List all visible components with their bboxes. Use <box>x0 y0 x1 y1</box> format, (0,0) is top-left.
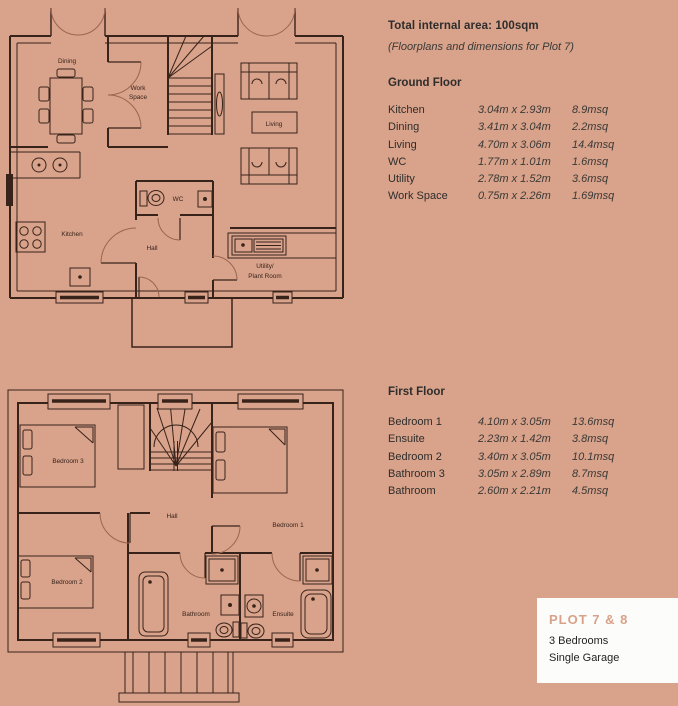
window <box>56 292 103 303</box>
toilet <box>241 623 264 638</box>
ground-floor-heading: Ground Floor <box>388 77 462 89</box>
window <box>272 633 293 647</box>
ground-floor-plan <box>0 0 380 370</box>
sofa <box>241 63 297 99</box>
table-row <box>388 414 676 431</box>
window <box>53 633 100 647</box>
basin <box>221 595 239 615</box>
table-row <box>388 431 676 448</box>
room-label-utility: Plant Room <box>248 273 282 280</box>
room-dimensions: 0.75m x 2.26m <box>478 190 551 203</box>
window <box>188 633 210 647</box>
room-label-work-space: Work <box>130 85 146 92</box>
room-label-utility: Utility/ <box>256 263 274 270</box>
fireplace <box>6 174 13 206</box>
first-floor-panel <box>388 386 676 500</box>
hob <box>16 222 45 252</box>
window <box>48 394 110 409</box>
appliance <box>70 268 90 286</box>
table-row <box>388 154 676 171</box>
bed <box>20 425 95 487</box>
room-area: 10.1msq <box>572 450 615 463</box>
room-label-bedroom-2: Bedroom 2 <box>51 579 83 586</box>
first-floor-plan <box>0 378 400 706</box>
plot-card-garage: Single Garage <box>549 652 620 664</box>
kitchen-counter <box>10 152 80 178</box>
ground-outer-walls <box>10 36 343 298</box>
bathtub <box>301 590 331 638</box>
room-name: Bedroom 2 <box>388 450 442 463</box>
table-row <box>388 483 676 500</box>
table-row <box>388 449 676 466</box>
total-area-heading: Total internal area: 100sqm <box>388 20 539 32</box>
room-name: Utility <box>388 173 415 186</box>
room-label-hall: Hall <box>166 513 178 520</box>
room-area: 2.2msq <box>572 121 609 134</box>
table-row <box>388 466 676 483</box>
room-area: 1.6msq <box>572 155 609 168</box>
stairs <box>168 36 212 134</box>
room-dimensions: 2.60m x 2.21m <box>478 485 551 498</box>
room-area: 4.5msq <box>572 485 609 498</box>
first-floor-table <box>388 414 676 500</box>
room-dimensions: 3.05m x 2.89m <box>478 467 551 480</box>
room-name: Work Space <box>388 190 448 203</box>
room-label-hall: Hall <box>146 245 158 252</box>
table-row <box>388 119 676 136</box>
room-label-bedroom-3: Bedroom 3 <box>52 458 84 465</box>
window <box>158 394 192 409</box>
first-floor-heading: First Floor <box>388 386 445 398</box>
room-dimensions: 2.23m x 1.42m <box>478 433 551 446</box>
sofa <box>241 148 297 184</box>
room-name: Kitchen <box>388 104 425 116</box>
room-dimensions: 4.10m x 3.05m <box>478 416 551 428</box>
room-dimensions: 4.70m x 3.06m <box>478 138 551 151</box>
ground-inner-wall-lines <box>17 43 336 291</box>
bed <box>213 427 287 493</box>
plot-card-title: PLOT 7 & 8 <box>549 612 629 627</box>
room-area: 3.6msq <box>572 173 609 186</box>
room-name: WC <box>388 155 407 168</box>
ground-interior-walls <box>10 36 336 298</box>
dining-table <box>39 69 93 143</box>
room-area: 8.9msq <box>572 104 609 116</box>
room-label-bedroom-1: Bedroom 1 <box>272 522 304 529</box>
window <box>185 292 208 303</box>
table-row <box>388 137 676 154</box>
table-row <box>388 171 676 188</box>
shower <box>303 556 332 584</box>
room-label-bathroom: Bathroom <box>182 611 210 618</box>
room-dimensions: 3.04m x 2.93m <box>478 104 551 116</box>
toilet <box>216 622 239 637</box>
room-area: 3.8msq <box>572 433 609 446</box>
window <box>238 394 303 409</box>
plot-subtitle: (Floorplans and dimensions for Plot 7) <box>388 41 574 53</box>
shower <box>206 556 238 584</box>
room-area: 1.69msq <box>572 190 615 203</box>
room-name: Dining <box>388 121 420 134</box>
window <box>273 292 292 303</box>
utility-sink <box>228 233 336 258</box>
basin <box>198 191 212 207</box>
room-name: Bathroom 3 <box>388 467 445 480</box>
plot-card <box>537 598 678 683</box>
french-doors <box>51 8 295 36</box>
room-label-dining: Dining <box>57 58 77 65</box>
room-dimensions: 1.77m x 1.01m <box>478 155 551 168</box>
info-panel <box>388 20 676 206</box>
porch <box>132 298 232 347</box>
room-label-ensuite: Ensuite <box>272 611 294 618</box>
room-dimensions: 3.41m x 3.04m <box>478 121 551 134</box>
basin <box>245 595 263 617</box>
first-doors <box>100 513 300 581</box>
ground-floor-table <box>388 102 676 206</box>
room-label-living: Living <box>265 121 283 128</box>
stairs <box>150 402 212 471</box>
room-area: 14.4msq <box>572 138 615 151</box>
radiator <box>215 74 224 134</box>
room-label-work-space: Space <box>128 94 148 101</box>
room-dimensions: 3.40m x 3.05m <box>478 450 551 463</box>
wardrobe <box>118 405 144 469</box>
plot-card-bedrooms: 3 Bedrooms <box>549 635 609 647</box>
extension-roof <box>119 652 239 702</box>
room-label-wc: WC <box>172 196 184 203</box>
room-area: 8.7msq <box>572 467 609 480</box>
table-row <box>388 102 676 119</box>
room-label-kitchen: Kitchen <box>61 231 83 238</box>
bathtub <box>139 572 168 636</box>
room-name: Bedroom 1 <box>388 416 442 428</box>
room-name: Living <box>388 138 417 151</box>
room-dimensions: 2.78m x 1.52m <box>478 173 551 186</box>
room-name: Ensuite <box>388 433 425 446</box>
room-name: Bathroom <box>388 485 436 498</box>
table-row <box>388 188 676 205</box>
room-area: 13.6msq <box>572 416 615 428</box>
toilet <box>140 191 164 207</box>
